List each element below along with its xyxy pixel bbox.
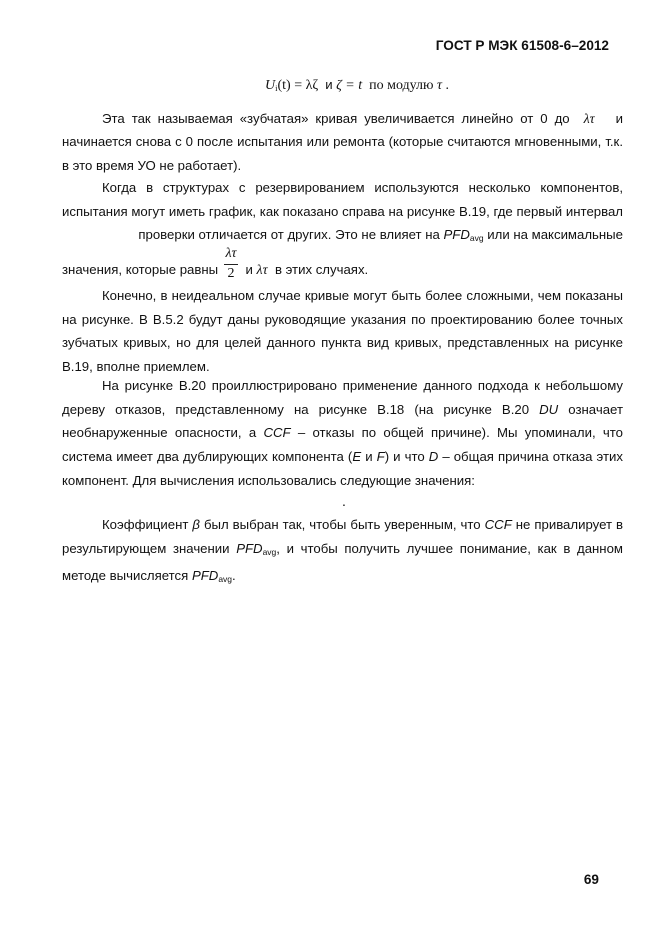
p4-text-a: На рисунке В.20 проиллюстрировано применение данного подхода к небольшому дереву отказов, представленному на рисунке В.18 (на рисунке В.20 xyxy=(62,378,623,417)
p5-beta: β xyxy=(192,517,200,532)
p1-text-b: и xyxy=(615,111,624,126)
p4-and: и xyxy=(365,449,373,465)
p4-f: F xyxy=(376,449,385,465)
p5-ccf: CCF xyxy=(484,517,512,532)
p5-pfd: PFD xyxy=(236,540,263,556)
fraction-numerator: λτ xyxy=(225,246,237,261)
formula-lhs-sub: i xyxy=(275,83,278,93)
p3-text: Конечно, в неидеальном случае кривые могут быть более сложными, чем показаны на рисунке. В В.5.2 будут даны руководящие указания по проектированию более точных зубчатых кривых, но для целей данного пункта вид кривых, представленных на рисунке В.19, вполне приемлем. xyxy=(62,288,623,375)
p4-e: E xyxy=(352,449,362,465)
page-number: 69 xyxy=(583,872,599,887)
formula-placeholder-dot: . xyxy=(342,493,346,509)
p2-text-b: или на максимальные xyxy=(487,227,623,243)
p2-l4-lambda-tau: λτ xyxy=(256,263,268,278)
document-header: ГОСТ Р МЭК 61508-6–2012 xyxy=(435,38,609,53)
paragraph-4 xyxy=(62,374,623,493)
p2-l4-text-b: в этих случаях. xyxy=(274,262,369,277)
p4-text-c: – отказы по общей причине). Мы упоминали, что система имеет два дублирующих компонента ( xyxy=(62,425,624,465)
formula-lhs: U xyxy=(265,78,276,93)
p5-pfd-2: PFD xyxy=(191,568,219,584)
paragraph-2-line-4 xyxy=(62,262,368,279)
p5-pfd-2-sub: avg xyxy=(218,574,233,585)
p2-l4-text-a: значения, которые равны xyxy=(62,262,219,277)
p1-text-a: Эта так называемая «зубчатая» кривая увеличивается линейно от 0 до xyxy=(102,111,570,126)
formula-rhs: ζ = t xyxy=(336,78,363,93)
p4-d: D xyxy=(428,449,439,465)
formula-sawtooth xyxy=(265,77,449,94)
p4-text-e: – общая причина отказа этих компонент. Для вычисления использовались следующие значения: xyxy=(62,449,623,488)
p5-text-a: Коэффициент xyxy=(102,517,189,532)
p5-text-c: не привалирует в результирующем значении xyxy=(62,517,624,556)
p2-pfd-sub: avg xyxy=(469,233,484,244)
fraction-denominator: 2 xyxy=(227,266,235,281)
p1-lambda-tau: λτ xyxy=(583,112,595,127)
p4-ccf: CCF xyxy=(263,425,291,441)
formula-modulo: по модулю xyxy=(369,78,434,93)
paragraph-1-line-1 xyxy=(62,107,623,132)
paragraph-1-rest: начинается снова с 0 после испытания или ремонта (которые считаются мгновенными, т.к. в это время УО не работает). xyxy=(62,134,623,173)
p4-du: DU xyxy=(539,401,559,417)
p5-text-e: . xyxy=(232,568,236,584)
p5-text-b: был выбран так, чтобы быть уверенным, что xyxy=(203,517,481,532)
p2-l4-and: и xyxy=(245,262,253,277)
formula-and: и xyxy=(325,77,333,92)
paragraph-5 xyxy=(62,513,623,592)
p2-text-a: Когда в структурах с резервированием используются несколько компонентов, испытания могут иметь график, как показано справа на рисунке В.19, где первый интервал проверки отличается от других. Это не влияет на xyxy=(62,180,623,243)
p5-pfd-sub: avg xyxy=(262,546,277,557)
p5-text-d: , и чтобы получить лучшее понимание, как в данном методе вычисляется xyxy=(62,540,623,584)
p2-pfd: PFD xyxy=(443,227,470,243)
p4-text-d: ) и что xyxy=(384,449,425,465)
formula-tau: τ xyxy=(437,78,443,93)
paragraph-3 xyxy=(62,284,623,379)
p4-text-b: означает необнаруженные опасности, а xyxy=(62,401,623,441)
formula-lhs-arg: (t) = λζ xyxy=(277,78,319,93)
paragraph-2 xyxy=(62,176,623,251)
formula-end: . xyxy=(445,78,450,93)
